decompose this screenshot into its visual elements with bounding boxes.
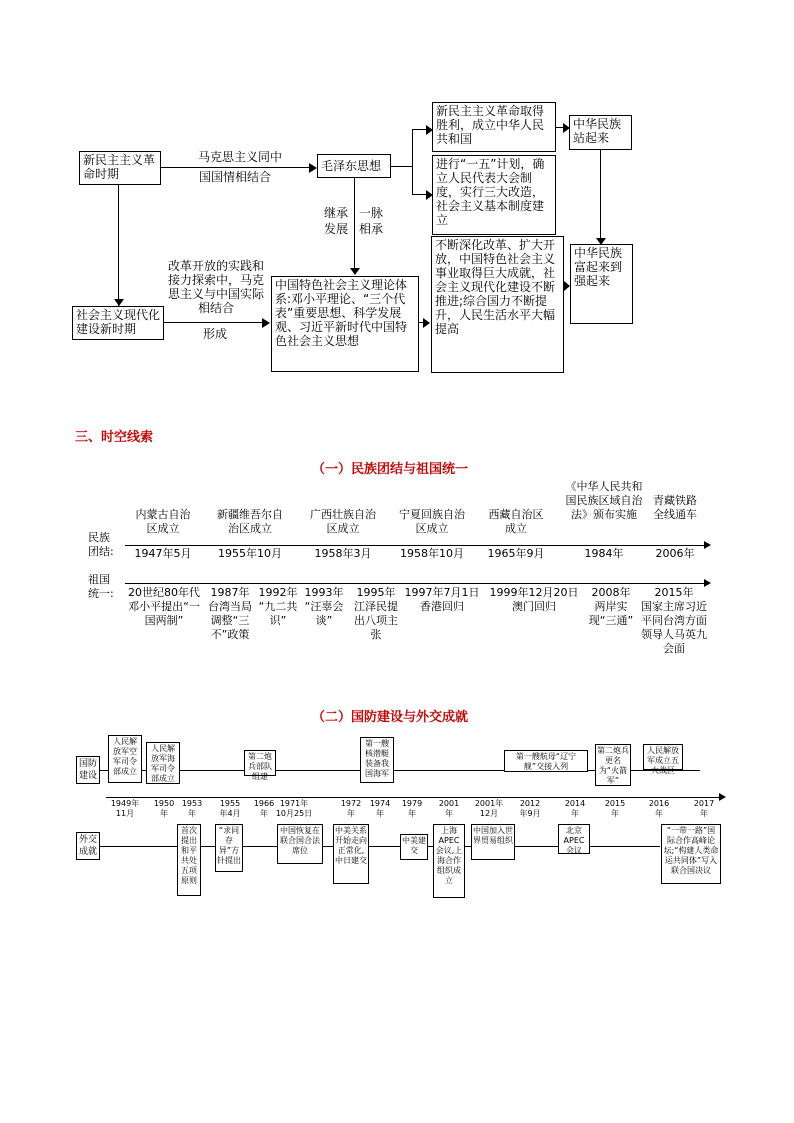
unity-event-desc: 台湾当局调整“三不”政策 [208,600,252,641]
year-label-sub: 10月25日 [275,809,313,818]
unity-axis [125,583,708,584]
timeline1-title: （一）民族团结与祖国统一 [312,462,469,477]
label-reform-practice: 改革开放的实践和接力探索中，马克思主义与中国实际相结合 [167,259,264,315]
ethnic-year: 1958年10月 [400,547,464,560]
year-label-sub: 12月 [479,809,499,818]
year-label: 2016 [648,799,670,808]
diplomacy-event: 上海APEC会议,上海合作组织成立 [433,824,465,898]
ethnic-event: 西藏自治区成立 [488,508,544,535]
label-inherit-1: 继承 [323,206,348,220]
unity-event-desc: 国家主席习近平同台湾方面领导人马英九会面 [641,600,707,655]
box-mao-zedong-thought: 毛泽东思想 [317,154,391,178]
box-reform-achievements: 不断深化改革、扩大开放，中国特色社会主义事业取得巨大成就，社会主义现代化建设不断推进;综合国力不断提升，人民生活水平大幅提高 [431,236,564,373]
row-label-unity: 祖国统一: [88,573,114,600]
box-theory-system: 中国特色社会主义理论体系:邓小平理论、“三个代表”重要思想、科学发展观、习近平新时代中国特色社会主义思想 [271,276,419,372]
year-label: 2015 [604,799,626,808]
year-label-sub: 年 [445,809,453,818]
box-stand-up: 中华民族站起来 [569,115,632,150]
defense-event: 人民解放军空军司令部成立 [108,735,142,783]
unity-event: 2015年 [654,586,694,599]
section-title: 三、时空线索 [75,430,154,445]
unity-event: 1999年12月20日 [489,586,579,599]
label-marxism-combined-1: 马克思主义同中 [197,150,282,164]
box-socialist-modernization-period: 社会主义现代化建设新时期 [72,306,164,340]
box-new-democratic-period: 新民主主义革命时期 [79,151,161,185]
unity-event: 1997年7月1日 [404,586,480,599]
diplomacy-event: 中国恢复在联合国合法席位 [277,824,323,864]
row-label-ethnic: 民族团结: [88,531,114,558]
ethnic-axis [125,545,708,546]
year-label: 2012 [519,799,541,808]
row-label-defense: 国防建设 [76,756,100,784]
defense-event: 第一艘航母“辽宁舰”交接入列 [504,750,588,772]
timeline2-title: （二）国防建设与外交成就 [312,710,469,725]
year-label-sub: 年 [700,809,708,818]
year-label-sub: 年 [376,809,384,818]
year-label-sub: 年 [160,809,168,818]
year-label-sub: 年 [188,809,196,818]
defense-event: 第一艘核潜艇装备我国海军 [360,737,394,783]
year-label: 2014 [564,799,586,808]
unity-event: 1992年 [258,586,298,599]
diplomacy-event: “求同存异”方针提出 [215,824,243,872]
defense-event: 第二炮兵更名为“火箭军” [597,746,629,785]
label-inherit-4: 相承 [358,222,383,236]
year-label: 1949年 [110,799,140,808]
ethnic-year: 1958年3月 [314,547,372,560]
year-label-sub: 11月 [115,809,135,818]
year-axis [106,797,721,798]
year-label-sub: 年 [611,809,619,818]
box-victory: 新民主主义革命取得胜利，成立中华人民共和国 [432,102,556,152]
unity-event-desc: 澳门回归 [512,600,556,613]
unity-event: 1993年 [304,586,344,599]
defense-event: 人民解放军海军司令部成立 [146,742,180,784]
unity-event: 1987年 [210,586,250,599]
unity-event-desc: “汪辜会谈” [304,600,344,627]
year-label-sub: 年 [655,809,663,818]
ethnic-year: 1947年5月 [134,547,192,560]
year-label: 1972 [340,799,362,808]
year-label-sub: 年 [408,809,416,818]
label-inherit-2: 发展 [323,222,348,236]
defense-event: 第二炮兵部队组建 [244,750,276,776]
diplomacy-event: 中美关系开始走向正常化,中日建交 [333,824,369,884]
label-formed: 形成 [202,327,227,341]
year-label: 1966 [253,799,275,808]
label-inherit-3: 一脉 [358,206,383,220]
unity-event: 2008年 [591,586,631,599]
diplomacy-event: “一带一路”国际合作高峰论坛;“构建人类命运共同体”写入联合国决议 [661,824,721,884]
year-label: 1971年 [279,799,309,808]
diplomacy-event: 首次提出和平共处五项原则 [177,824,201,896]
diplomacy-event: 北京APEC会议 [558,824,590,854]
diplomacy-event: 中美建交 [400,834,428,860]
year-label-sub: 年9月 [519,809,541,818]
year-label: 2001 [438,799,460,808]
year-label-sub: 年 [347,809,355,818]
ethnic-event: 内蒙古自治区成立 [135,508,191,535]
year-label: 1974 [369,799,391,808]
label-marxism-combined-2: 国国情相结合 [198,170,271,184]
box-five-year-plan: 进行“一五”计划，确立人民代表大会制度，实行三大改造，社会主义基本制度建立 [432,155,556,235]
year-label: 1953 [181,799,203,808]
ethnic-event: 《中华人民共和国民族区域自治法》颁布实施 [565,480,643,521]
year-label: 2001年 [474,799,504,808]
ethnic-year: 1955年10月 [218,547,282,560]
unity-event: 20世纪80年代 [128,586,200,599]
year-label: 1955 [219,799,241,808]
ethnic-event: 广西壮族自治区成立 [310,508,376,535]
unity-event-desc: 邓小平提出“一国两制” [128,600,200,627]
year-label-sub: 年 [571,809,579,818]
year-label: 1950 [153,799,175,808]
year-label-sub: 年 [260,809,268,818]
unity-event-desc: 香港回归 [420,600,464,613]
ethnic-event: 青藏铁路全线通车 [653,494,697,521]
box-rich-strong: 中华民族富起来到强起来 [570,244,633,324]
row-label-diplomacy: 外交成就 [76,832,100,860]
year-label: 1979 [401,799,423,808]
diplomacy-event: 中国加入世界贸易组织 [471,824,515,860]
ethnic-year: 2006年 [655,547,695,560]
year-label-sub: 年4月 [219,809,241,818]
ethnic-year: 1984年 [584,547,624,560]
unity-event-desc: 两岸实现“三通” [588,600,634,627]
unity-event-desc: “九二共识” [258,600,298,627]
ethnic-year: 1965年9月 [487,547,545,560]
unity-event: 1995年 [356,586,396,599]
year-label: 2017 [693,799,715,808]
unity-event-desc: 江泽民提出八项主张 [354,600,398,641]
ethnic-event: 宁夏回族自治区成立 [399,508,465,535]
ethnic-event: 新疆维吾尔自治区成立 [217,508,283,535]
defense-event: 人民解放军成立五大战区 [643,744,683,770]
